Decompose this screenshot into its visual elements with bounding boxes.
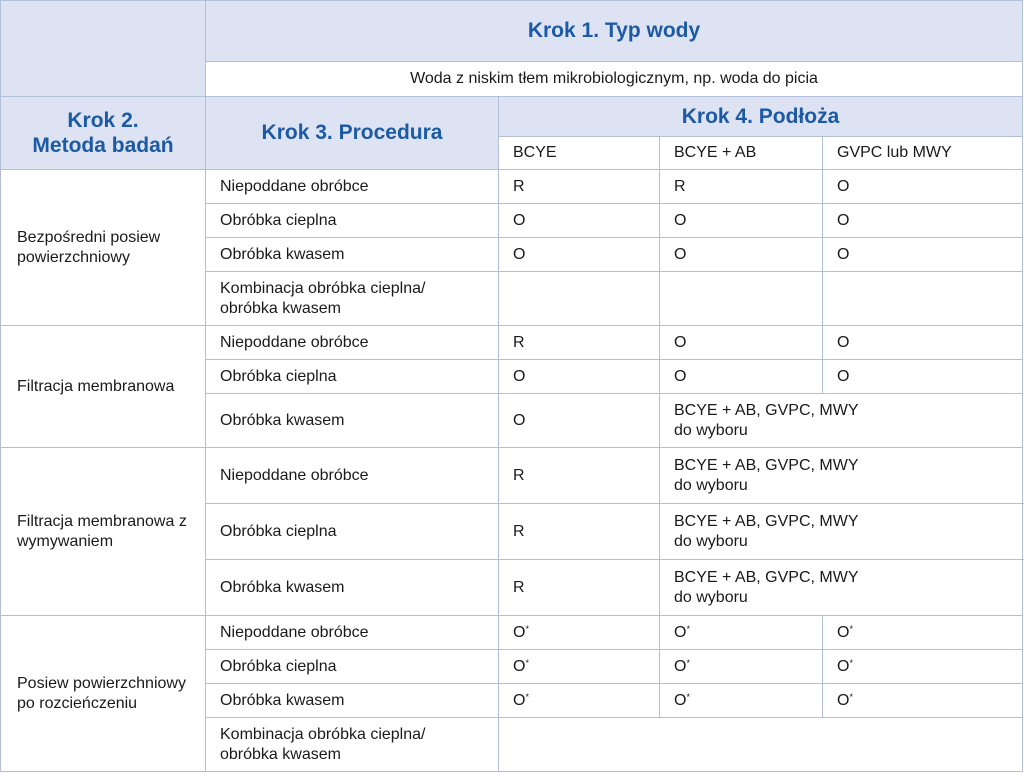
result-cell: O	[823, 204, 1023, 238]
procedure-cell: Obróbka kwasem	[206, 238, 499, 272]
media-choice-line1: BCYE + AB, GVPC, MWY	[674, 456, 859, 474]
method-cell: Filtracja membranowa	[1, 326, 206, 448]
result-cell: O	[660, 360, 823, 394]
result-cell	[499, 616, 660, 650]
method-cell: Posiew powierzchniowy po rozcieńczeniu	[1, 616, 206, 772]
media-choice-cell	[660, 448, 1023, 504]
media-choice-line2: do wyboru	[674, 588, 748, 606]
footnote-marker: *	[686, 657, 690, 668]
procedure-cell: Obróbka cieplna	[206, 504, 499, 560]
procedure-cell: Niepoddane obróbce	[206, 616, 499, 650]
result-cell: O	[499, 360, 660, 394]
table-row	[1, 448, 1023, 504]
result-cell: O	[823, 170, 1023, 204]
result-cell	[499, 650, 660, 684]
procedure-cell: Obróbka cieplna	[206, 650, 499, 684]
result-cell: R	[499, 560, 660, 616]
result-mark: O	[674, 691, 687, 709]
procedure-line1: Kombinacja obróbka cieplna/	[220, 725, 426, 743]
media-choice-line2: do wyboru	[674, 476, 748, 494]
media-choice-line1: BCYE + AB, GVPC, MWY	[674, 401, 859, 419]
empty-cell	[499, 718, 1023, 772]
media-header-bcye-ab: BCYE + AB	[660, 137, 823, 170]
result-cell: O	[499, 238, 660, 272]
result-cell: O	[823, 238, 1023, 272]
procedure-cell: Niepoddane obróbce	[206, 326, 499, 360]
procedure-cell: Obróbka kwasem	[206, 394, 499, 448]
step4-header: Krok 4. Podłoża	[499, 97, 1023, 137]
procedure-cell: Niepoddane obróbce	[206, 170, 499, 204]
method-cell: Filtracja membranowa z wymywaniem	[1, 448, 206, 616]
method-cell: Bezpośredni posiew powierzchniowy	[1, 170, 206, 326]
media-choice-line1: BCYE + AB, GVPC, MWY	[674, 568, 859, 586]
step2-line2: Metoda badań	[32, 134, 174, 157]
water-type: Woda z niskim tłem mikrobiologicznym, np. woda do picia	[206, 62, 1023, 97]
result-cell: O	[499, 394, 660, 448]
media-choice-line2: do wyboru	[674, 532, 748, 550]
result-cell	[660, 650, 823, 684]
media-header-bcye: BCYE	[499, 137, 660, 170]
result-cell	[660, 684, 823, 718]
step1-title: Krok 1. Typ wody	[206, 1, 1023, 62]
result-mark: O	[513, 691, 526, 709]
result-mark: O	[674, 657, 687, 675]
procedure-cell: Obróbka cieplna	[206, 204, 499, 238]
footnote-marker: *	[849, 657, 853, 668]
result-cell: O	[660, 204, 823, 238]
media-choice-cell	[660, 504, 1023, 560]
result-cell: R	[499, 326, 660, 360]
result-cell	[823, 650, 1023, 684]
result-mark: O	[513, 657, 526, 675]
result-mark: O	[837, 623, 850, 641]
media-choice-line1: BCYE + AB, GVPC, MWY	[674, 512, 859, 530]
procedure-line2: obróbka kwasem	[220, 299, 341, 317]
footnote-marker: *	[686, 691, 690, 702]
result-cell: R	[660, 170, 823, 204]
procedure-cell: Obróbka kwasem	[206, 560, 499, 616]
step2-line1: Krok 2.	[67, 109, 139, 132]
result-mark: O	[674, 623, 687, 641]
procedure-line1: Kombinacja obróbka cieplna/	[220, 279, 426, 297]
footnote-marker: *	[849, 691, 853, 702]
procedure-cell: Obróbka kwasem	[206, 684, 499, 718]
footnote-marker: *	[849, 623, 853, 634]
step2-header	[1, 97, 206, 170]
footnote-marker: *	[525, 657, 529, 668]
result-cell	[499, 684, 660, 718]
result-mark: O	[513, 623, 526, 641]
media-header-gvpc-mwy: GVPC lub MWY	[823, 137, 1023, 170]
result-cell	[823, 616, 1023, 650]
result-cell: R	[499, 170, 660, 204]
result-mark: O	[837, 657, 850, 675]
result-cell: O	[660, 326, 823, 360]
result-mark: O	[837, 691, 850, 709]
result-cell	[660, 272, 823, 326]
table-row	[1, 170, 1023, 204]
corner-cell	[1, 1, 206, 97]
table-row	[1, 616, 1023, 650]
procedure-cell	[206, 272, 499, 326]
step3-header: Krok 3. Procedura	[206, 97, 499, 170]
result-cell: R	[499, 504, 660, 560]
table-row	[1, 326, 1023, 360]
result-cell: O	[823, 326, 1023, 360]
result-cell: R	[499, 448, 660, 504]
footnote-marker: *	[686, 623, 690, 634]
footnote-marker: *	[525, 623, 529, 634]
result-cell: O	[660, 238, 823, 272]
result-cell: O	[823, 360, 1023, 394]
media-choice-line2: do wyboru	[674, 421, 748, 439]
result-cell	[823, 272, 1023, 326]
media-choice-cell	[660, 394, 1023, 448]
procedure-cell	[206, 718, 499, 772]
result-cell	[823, 684, 1023, 718]
media-choice-cell	[660, 560, 1023, 616]
procedure-cell: Obróbka cieplna	[206, 360, 499, 394]
procedure-cell: Niepoddane obróbce	[206, 448, 499, 504]
procedure-line2: obróbka kwasem	[220, 745, 341, 763]
result-cell: O	[499, 204, 660, 238]
footnote-marker: *	[525, 691, 529, 702]
result-cell	[499, 272, 660, 326]
result-cell	[660, 616, 823, 650]
